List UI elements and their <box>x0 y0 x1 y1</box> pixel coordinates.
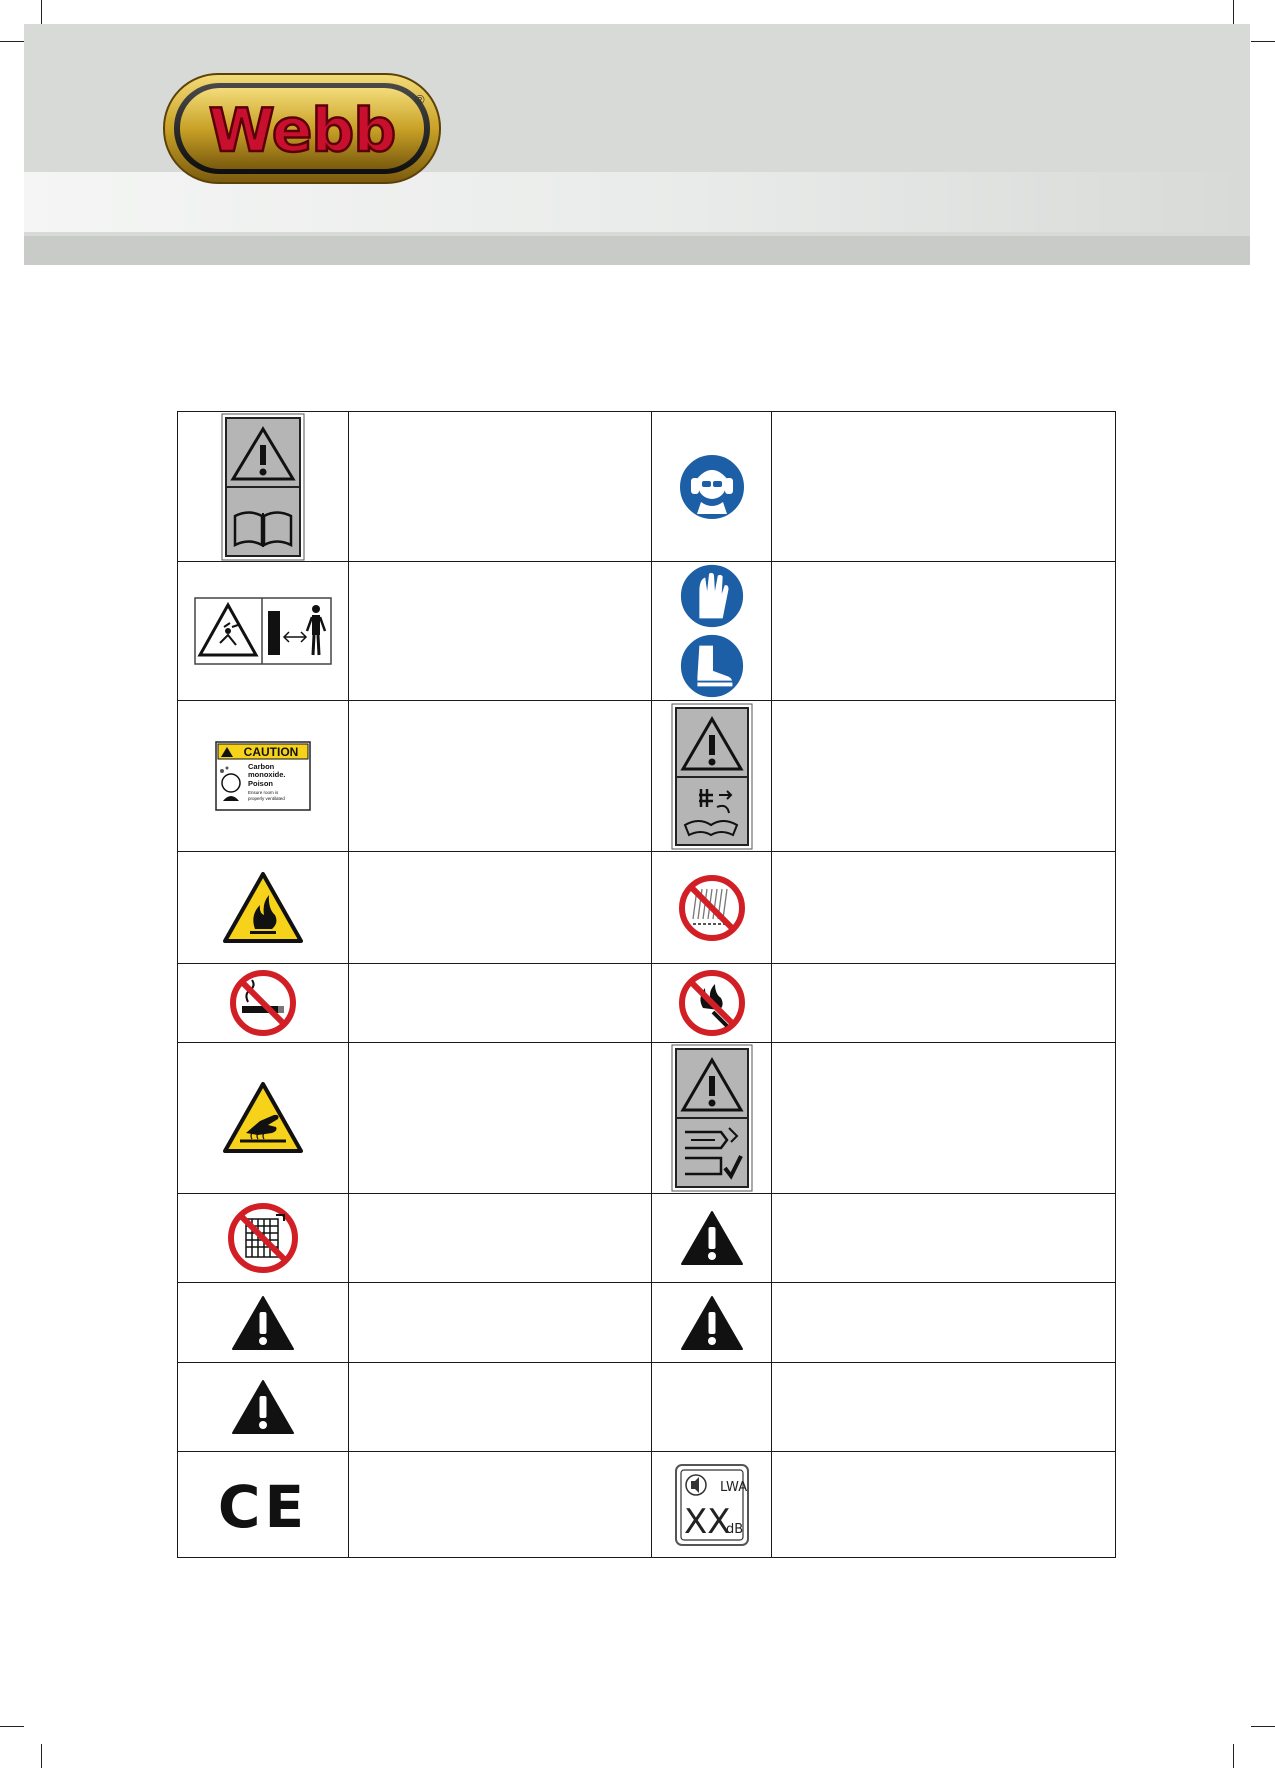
carbon-monoxide-caution-label-icon <box>215 741 311 811</box>
description-cell <box>772 964 1116 1043</box>
symbol-cell <box>652 1452 772 1558</box>
description-cell <box>772 1363 1116 1452</box>
description-cell <box>349 1363 652 1452</box>
symbol-cell <box>178 852 349 964</box>
crop-mark <box>41 0 42 24</box>
hot-surface-warning-icon <box>222 1081 304 1155</box>
caution-line: Carbon <box>248 762 275 771</box>
description-cell <box>772 1194 1116 1283</box>
table-row <box>178 1283 1116 1363</box>
crop-mark <box>0 1726 24 1727</box>
description-cell <box>772 852 1116 964</box>
description-cell <box>349 701 652 852</box>
general-warning-icon <box>231 1379 295 1435</box>
description-cell <box>772 412 1116 562</box>
warning-moving-parts-manual-icon <box>671 1044 753 1192</box>
symbol-cell <box>652 562 772 701</box>
description-cell <box>772 562 1116 701</box>
table-row <box>178 852 1116 964</box>
table-row <box>178 1194 1116 1283</box>
crop-mark <box>1251 1726 1275 1727</box>
description-cell <box>349 964 652 1043</box>
wear-gloves-icon <box>677 562 747 630</box>
description-cell <box>349 562 652 701</box>
description-cell <box>349 1194 652 1283</box>
table-row <box>178 1363 1116 1452</box>
safety-symbols-table <box>177 411 1116 1558</box>
caution-line: Ensure room is <box>248 790 279 795</box>
warning-read-manual-icon <box>221 413 305 561</box>
symbol-cell <box>178 1283 349 1363</box>
symbol-cell <box>652 1043 772 1194</box>
crop-mark <box>1251 41 1275 42</box>
symbol-cell <box>652 412 772 562</box>
symbol-cell <box>652 1363 772 1452</box>
table-row <box>178 1452 1116 1558</box>
symbol-cell <box>652 964 772 1043</box>
bystander-distance-warning-icon <box>194 597 332 665</box>
symbol-cell <box>178 964 349 1043</box>
lwa-label: LWA <box>719 1479 747 1495</box>
table-row <box>178 701 1116 852</box>
table-row <box>178 412 1116 562</box>
no-open-flame-icon <box>677 968 747 1038</box>
symbol-cell <box>178 1452 349 1558</box>
table-row <box>178 964 1116 1043</box>
symbol-cell <box>178 562 349 701</box>
symbol-cell <box>178 1194 349 1283</box>
no-rain-exposure-icon <box>677 873 747 943</box>
sound-power-level-icon <box>674 1463 750 1547</box>
description-cell <box>349 852 652 964</box>
general-warning-icon <box>680 1295 744 1351</box>
symbol-cell <box>652 1194 772 1283</box>
wear-boots-icon <box>677 632 747 700</box>
webb-logo <box>162 72 442 185</box>
crop-mark <box>41 1744 42 1768</box>
symbol-cell <box>178 1363 349 1452</box>
description-cell <box>349 412 652 562</box>
caution-line: properly ventilated <box>248 796 285 801</box>
symbol-cell <box>178 701 349 852</box>
ear-eye-protection-icon <box>677 452 747 522</box>
description-cell <box>772 1452 1116 1558</box>
ce-mark-icon <box>218 1475 308 1535</box>
description-cell <box>349 1283 652 1363</box>
general-warning-icon <box>680 1210 744 1266</box>
description-cell <box>349 1452 652 1558</box>
caution-line: monoxide. <box>248 770 286 779</box>
symbol-cell <box>652 1283 772 1363</box>
crop-mark <box>0 41 24 42</box>
warning-disconnect-manual-icon <box>671 703 753 850</box>
description-cell <box>772 701 1116 852</box>
table-row <box>178 562 1116 701</box>
caution-header: CAUTION <box>243 745 299 759</box>
page-header <box>24 24 1250 265</box>
symbol-cell <box>178 412 349 562</box>
sound-unit: dB <box>725 1521 743 1537</box>
description-cell <box>349 1043 652 1194</box>
no-smoking-icon <box>228 968 298 1038</box>
header-stripe <box>24 236 1250 265</box>
crop-mark <box>1233 1744 1234 1768</box>
table-row <box>178 1043 1116 1194</box>
description-cell <box>772 1043 1116 1194</box>
symbol-cell <box>652 701 772 852</box>
symbol-cell <box>652 852 772 964</box>
registered-mark: ® <box>415 92 425 107</box>
caution-line: Poison <box>248 779 274 788</box>
logo-text: Webb <box>208 96 396 166</box>
do-not-remove-guard-icon <box>226 1201 300 1275</box>
description-cell <box>772 1283 1116 1363</box>
sound-value: XX <box>683 1501 731 1542</box>
general-warning-icon <box>231 1295 295 1351</box>
flammable-warning-icon <box>222 871 304 945</box>
ce-mark-text: CE <box>218 1474 308 1535</box>
crop-mark <box>1233 0 1234 24</box>
symbol-cell <box>178 1043 349 1194</box>
